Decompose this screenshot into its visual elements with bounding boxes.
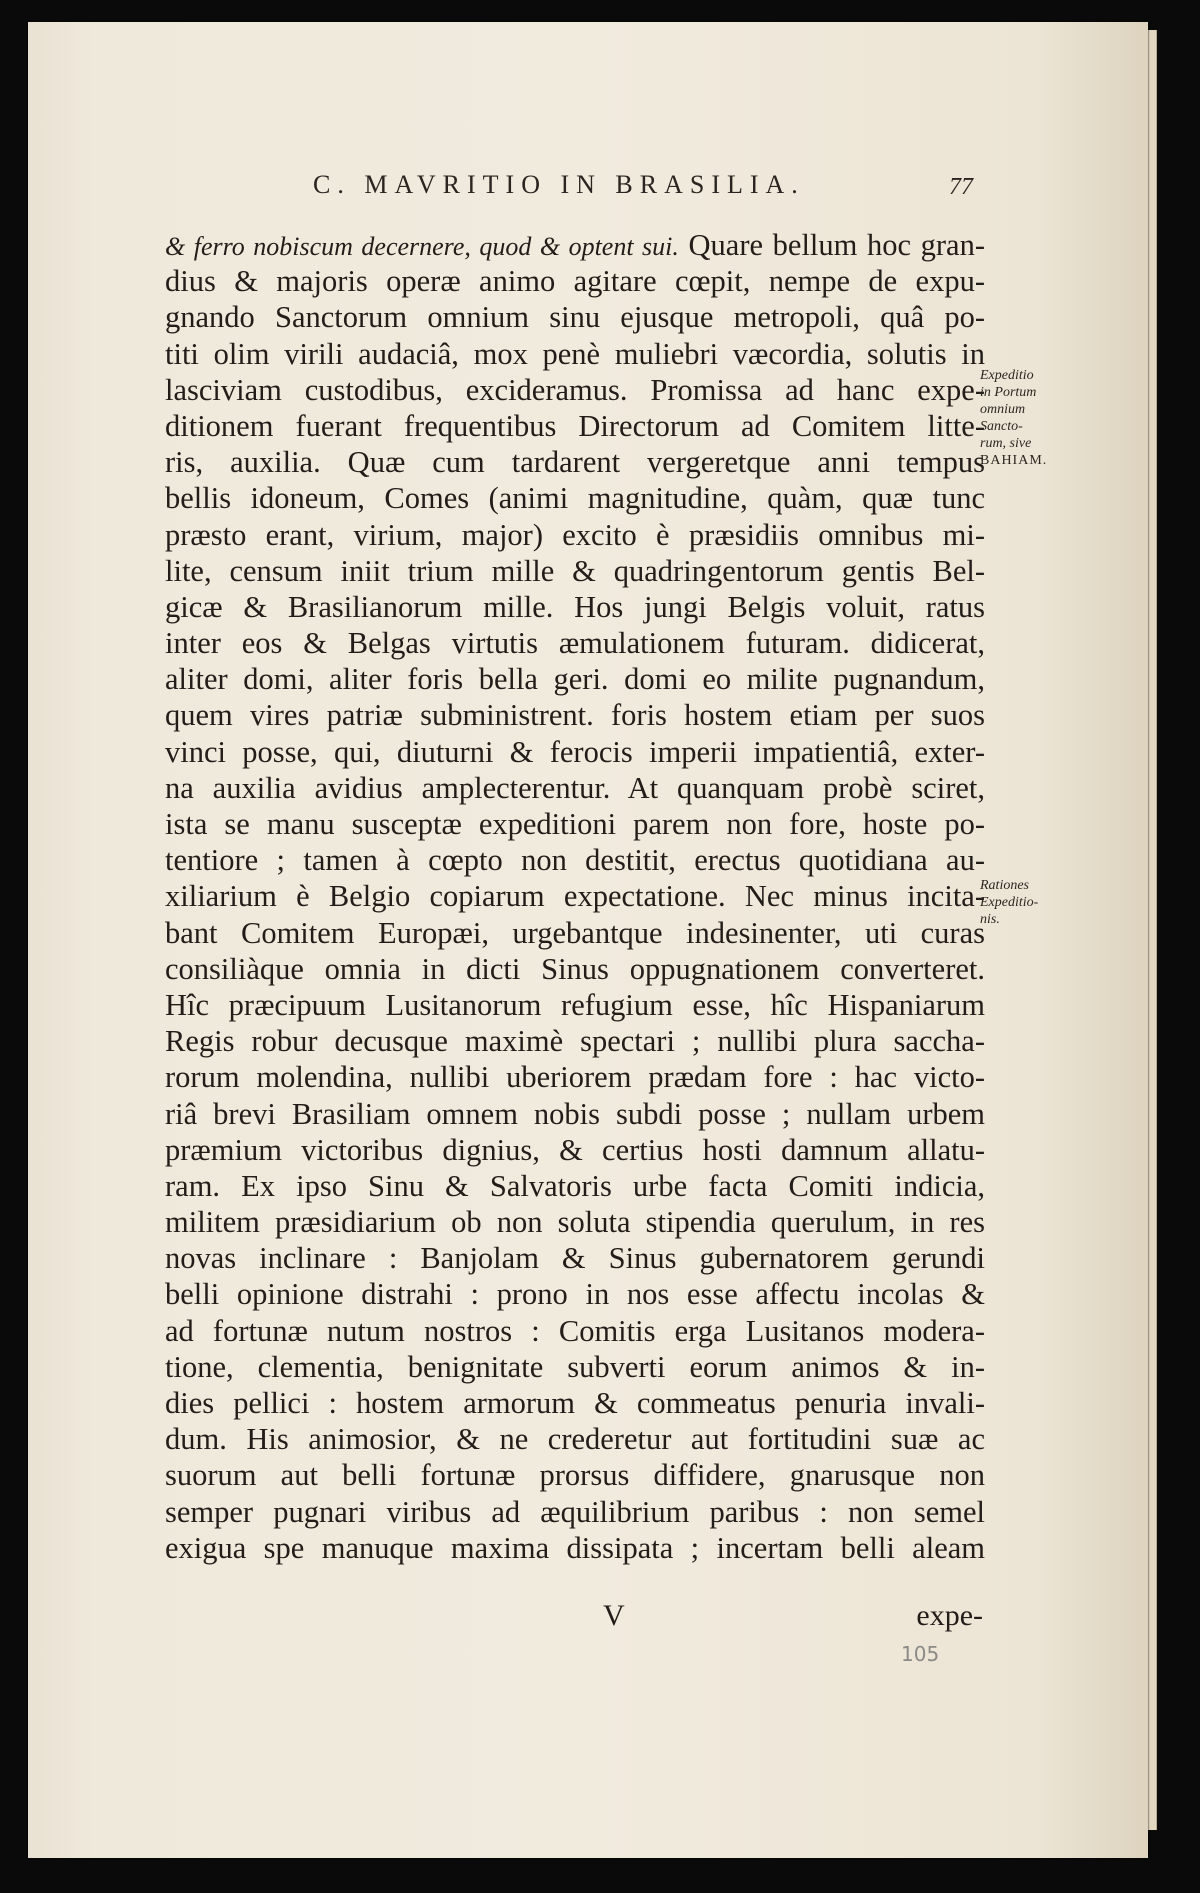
- text-line: dum. His animosior, & ne crederetur aut fortitudini suæ ac: [165, 1422, 985, 1457]
- text-line: ad fortunæ nutum nostros : Comitis erga Lusitanos modera-: [165, 1313, 985, 1348]
- text-line: Regis robur decusque maximè spectari ; nullibi plura saccha-: [165, 1024, 985, 1059]
- text-line: ditionem fuerant frequentibus Directorum ad Comitem litte-: [165, 408, 985, 443]
- catchword: expe-: [916, 1599, 983, 1632]
- book-page: [28, 22, 1148, 1858]
- text-line: bellis idoneum, Comes (animi magnitudine, quàm, quæ tunc: [165, 481, 985, 516]
- text-line: quem vires patriæ subministrent. foris hostem etiam per suos: [165, 698, 985, 733]
- text-line: vinci posse, qui, diuturni & ferocis imperii impatientiâ, exter-: [165, 734, 985, 769]
- text-line: tentiore ; tamen à cœpto non destitit, erectus quotidiana au-: [165, 843, 985, 878]
- running-head-title: C. MAVRITIO IN BRASILIA.: [313, 170, 805, 199]
- margin-note-rationes: Rationes Expeditio- nis.: [980, 878, 1039, 927]
- text-line: rorum molendina, nullibi uberiorem prædam fore : hac victo-: [165, 1060, 985, 1095]
- text-line: & ferro nobiscum decernere, quod & optent sui. Quare bellum hoc gran-: [165, 228, 985, 262]
- text-line: præmium victoribus dignius, & certius hosti damnum allatu-: [165, 1132, 985, 1167]
- text-line: Hîc præcipuum Lusitanorum refugium esse, hîc Hispaniarum: [165, 987, 985, 1022]
- text-line: gnando Sanctorum omnium sinu ejusque metropoli, quâ po-: [165, 300, 985, 335]
- text-line: præsto erant, virium, major) excito è præsidiis omnibus mi-: [165, 517, 985, 552]
- text-line: lasciviam custodibus, excideramus. Promissa ad hanc expe-: [165, 372, 985, 407]
- text-line: aliter domi, aliter foris bella geri. domi eo milite pugnandum,: [165, 662, 985, 697]
- text-line: gicæ & Brasilianorum mille. Hos jungi Belgis voluit, ratus: [165, 589, 985, 624]
- text-line: tione, clementia, benignitate subverti eorum animos & in-: [165, 1349, 985, 1384]
- text-line: [165, 1566, 985, 1602]
- page-footer: [603, 1599, 983, 1639]
- text-line: semper pugnari viribus ad æquilibrium paribus : non semel: [165, 1494, 985, 1529]
- page-number: 77: [949, 174, 973, 200]
- text-line: dies pellici : hostem armorum & commeatus penuria invali-: [165, 1386, 985, 1420]
- text-line: ram. Ex ipso Sinu & Salvatoris urbe facta Comiti indicia,: [165, 1168, 985, 1203]
- text-line: consiliàque omnia in dicti Sinus oppugnationem converteret.: [165, 951, 985, 986]
- text-line: novas inclinare : Banjolam & Sinus gubernatorem gerundi: [165, 1241, 985, 1276]
- text-line: titi olim virili audaciâ, mox penè muliebri væcordia, solutis in: [165, 336, 985, 371]
- running-head: [283, 170, 973, 210]
- text-line: lite, censum iniit trium mille & quadringentorum gentis Bel-: [165, 553, 985, 588]
- text-line: belli opinione distrahi : prono in nos esse affectu incolas &: [165, 1277, 985, 1312]
- text-line: na auxilia avidius amplecterentur. At quanquam probè sciret,: [165, 770, 985, 805]
- text-line: inter eos & Belgas virtutis æmulationem futuram. didicerat,: [165, 626, 985, 661]
- text-line: riâ brevi Brasiliam omnem nobis subdi posse ; nullam urbem: [165, 1096, 985, 1131]
- body-text: [165, 227, 985, 1602]
- text-line: dius & majoris operæ animo agitare cœpit, nempe de expu-: [165, 264, 985, 299]
- pencil-folio-number: 105: [901, 1642, 940, 1666]
- text-line: militem præsidiarium ob non soluta stipendia querulum, in res: [165, 1205, 985, 1240]
- text-line: suorum aut belli fortunæ prorsus diffidere, gnarusque non: [165, 1458, 985, 1493]
- signature-mark: V: [603, 1599, 625, 1632]
- text-line: ris, auxilia. Quæ cum tardarent vergeretque anni tempus: [165, 445, 985, 480]
- text-line: xiliarium è Belgio copiarum expectatione. Nec minus incita-: [165, 879, 985, 914]
- text-line: exigua spe manuque maxima dissipata ; incertam belli aleam: [165, 1530, 985, 1565]
- margin-note-expeditio: Expeditio in Portum omnium Sancto- rum, sive BAHIAM.: [980, 368, 1048, 468]
- text-line: ista se manu susceptæ expeditioni parem non fore, hoste po-: [165, 807, 985, 841]
- text-line: bant Comitem Europæi, urgebantque indesinenter, uti curas: [165, 915, 985, 950]
